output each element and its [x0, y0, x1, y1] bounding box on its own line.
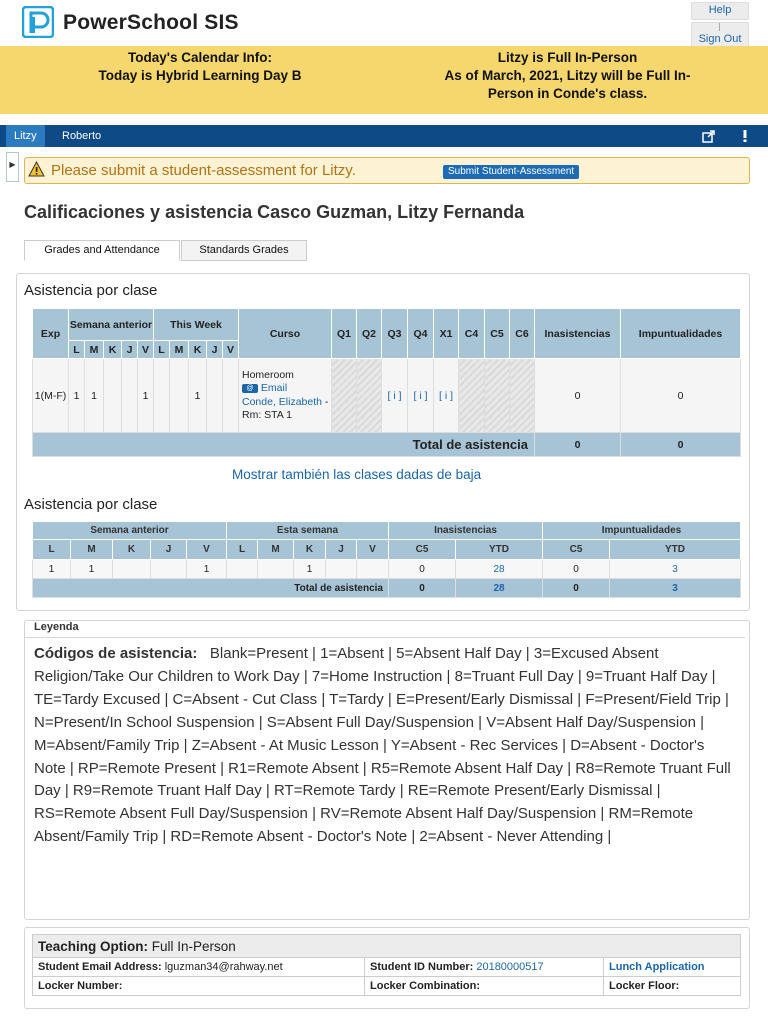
student-tab-litzy[interactable]: Litzy — [6, 125, 45, 147]
student-tab-roberto[interactable]: Roberto — [62, 130, 102, 142]
day-header: K — [294, 540, 326, 560]
day-cell: 1 — [294, 560, 326, 579]
col-c6: C6 — [510, 309, 535, 359]
student-id-row — [365, 958, 604, 977]
locker-number-label: Locker Number: — [33, 977, 365, 996]
day-header: V — [187, 540, 227, 560]
col-this-week: Esta semana — [227, 522, 389, 540]
day-header: J — [122, 341, 138, 359]
day-cell: 1 — [69, 359, 85, 433]
powerschool-logo-icon[interactable] — [22, 6, 54, 38]
day-header: L — [227, 540, 258, 560]
total-tar-c5: 0 — [543, 579, 610, 598]
col-course: Curso — [239, 309, 332, 359]
col-last-week: Semana anterior — [69, 309, 154, 341]
attendance-table — [32, 308, 741, 457]
alert-message: Please submit a student-assessment for Litzy. — [51, 162, 356, 179]
c6-cell — [510, 359, 535, 433]
absences-cell: 0 — [535, 359, 621, 433]
table-row — [33, 359, 741, 433]
day-header: J — [326, 540, 357, 560]
legend-box — [24, 620, 750, 920]
locker-combination-label: Locker Combination: — [365, 977, 604, 996]
day-header: V — [357, 540, 389, 560]
col-c5: C5 — [485, 309, 510, 359]
lunch-application-link[interactable]: Lunch Application — [604, 958, 741, 977]
day-cell — [151, 560, 187, 579]
day-cell: 1 — [187, 560, 227, 579]
course-name: Homeroom — [242, 368, 294, 381]
student-id-label: Student ID Number: — [370, 961, 474, 973]
email-value: lguzman34@rahway.net — [161, 961, 283, 973]
total-abs-ytd-link[interactable]: 28 — [456, 579, 543, 598]
day-cell: 1 — [33, 560, 71, 579]
day-cell — [154, 359, 170, 433]
tar-c5-header: C5 — [543, 540, 610, 560]
day-cell — [227, 560, 258, 579]
attendance-by-class-title-2: Asistencia por clase — [24, 496, 158, 513]
sign-out-link[interactable] — [691, 22, 749, 47]
tab-standards-grades[interactable]: Standards Grades — [181, 240, 307, 261]
q4-grade-link[interactable]: [ i ] — [408, 359, 434, 433]
col-q1: Q1 — [332, 309, 357, 359]
abs-c5-cell: 0 — [389, 560, 456, 579]
col-q4: Q4 — [408, 309, 434, 359]
status-line-2: As of March, 2021, Litzy will be Full In- — [444, 68, 691, 83]
tab-grades-attendance[interactable]: Grades and Attendance — [24, 240, 180, 261]
c5-cell — [485, 359, 510, 433]
calendar-info-day: Today is Hybrid Learning Day B — [98, 68, 302, 83]
status-line-3: Person in Conde's class. — [487, 86, 648, 101]
col-absences: Inasistencias — [535, 309, 621, 359]
expand-sidebar-arrow-icon[interactable]: ▶ — [6, 152, 19, 182]
attendance-codes — [34, 643, 734, 849]
attendance-by-class-title: Asistencia por clase — [24, 282, 158, 299]
table-row — [33, 560, 741, 579]
col-this-week: This Week — [154, 309, 239, 341]
help-link[interactable]: Help — [691, 2, 749, 20]
locker-floor-label: Locker Floor: — [604, 977, 741, 996]
teacher-link[interactable]: Conde, Elizabeth — [242, 395, 322, 408]
day-cell — [113, 560, 151, 579]
day-cell — [170, 359, 189, 433]
student-nav-bar — [0, 125, 768, 147]
col-tardies: Impuntualidades — [621, 309, 741, 359]
open-external-icon[interactable] — [702, 129, 716, 143]
day-cell: 1 — [189, 359, 207, 433]
day-cell: 1 — [71, 560, 113, 579]
brand-title: PowerSchool SIS — [63, 11, 239, 34]
abs-ytd-header: YTD — [456, 540, 543, 560]
student-id-value: 20180000517 — [473, 961, 544, 973]
x1-grade-link[interactable]: [ i ] — [434, 359, 459, 433]
day-header: L — [69, 341, 85, 359]
email-icon: @ — [242, 384, 258, 393]
col-exp: Exp — [33, 309, 69, 359]
day-cell: 1 — [138, 359, 154, 433]
col-q3: Q3 — [382, 309, 408, 359]
tar-ytd-link[interactable]: 3 — [610, 560, 741, 579]
total-abs-c5: 0 — [389, 579, 456, 598]
email-label: Email — [260, 382, 288, 394]
day-cell — [258, 560, 294, 579]
c4-cell — [459, 359, 485, 433]
total-label: Total de asistencia — [33, 433, 535, 457]
sign-out-label: Sign Out — [698, 33, 742, 45]
calendar-banner — [0, 46, 768, 114]
app-header — [0, 0, 768, 46]
calendar-info — [40, 49, 360, 85]
email-label: Student Email Address: — [38, 961, 162, 973]
status-line-1: Litzy is Full In-Person — [497, 50, 638, 65]
calendar-info-title: Today's Calendar Info: — [128, 50, 272, 65]
col-c4: C4 — [459, 309, 485, 359]
attendance-summary-table — [32, 521, 741, 598]
day-cell — [104, 359, 122, 433]
day-header: K — [113, 540, 151, 560]
student-status-info — [405, 49, 730, 103]
day-header: V — [138, 341, 154, 359]
divider — [25, 637, 745, 638]
day-header: K — [189, 341, 207, 359]
exp-cell: 1(M-F) — [33, 359, 69, 433]
teaching-option-label: Teaching Option: — [38, 938, 148, 954]
day-header: J — [207, 341, 223, 359]
course-cell — [239, 359, 332, 433]
page-title: Calificaciones y asistencia Casco Guzman, Litzy Fernanda — [24, 202, 525, 222]
col-absences: Inasistencias — [389, 522, 543, 540]
q3-grade-link[interactable]: [ i ] — [382, 359, 408, 433]
tar-c5-cell: 0 — [543, 560, 610, 579]
col-x1: X1 — [434, 309, 459, 359]
day-cell — [223, 359, 239, 433]
day-header: K — [104, 341, 122, 359]
total-row — [33, 579, 741, 598]
student-info-table — [32, 934, 741, 996]
attendance-codes-text: Blank=Present | 1=Absent | 5=Absent Half Day | 3=Excused Absent Religion/Take Our Children to Work Day | 7=Home Instruction | 8=Truant Full Day | 9=Truant Half Day | TE=Tardy Excused | C=Absent - Cut Class | T=Tardy | E=Present/Early Dismissal | F=Present/Field Trip | N=Present/In School Suspension | S=Absent Full Day/Suspension | V=Absent Half Day/Suspension | M=Absent/Family Trip | Z=Absent - At Music Lesson | Y=Absent - Rec Services | D=Absent - Doctor's Note | RP=Remote Present | R1=Remote Absent | R5=Remote Absent Half Day | R8=Remote Truant Full Day | R9=Remote Truant Half Day | RT=Remote Tardy | RE=Remote Present/Early Dismissal | RS=Remote Absent Full Day/Suspension | RV=Remote Absent Half Day/Suspension | RM=Remote Absent/Family Trip | RD=Remote Absent - Doctor's Note | 2=Absent - Never Attending | — [34, 645, 731, 846]
day-header: M — [258, 540, 294, 560]
attendance-codes-label: Códigos de asistencia: — [34, 645, 198, 662]
tardies-cell: 0 — [621, 359, 741, 433]
submit-assessment-button[interactable]: Submit Student-Assessment — [443, 165, 579, 179]
day-cell: 1 — [85, 359, 104, 433]
day-header: M — [85, 341, 104, 359]
day-cell — [326, 560, 357, 579]
warning-icon — [28, 161, 45, 178]
day-cell — [207, 359, 223, 433]
total-label: Total de asistencia — [33, 579, 389, 598]
teaching-option-row — [33, 935, 741, 958]
alert-icon[interactable] — [738, 129, 752, 143]
assessment-alert — [24, 157, 750, 184]
total-tardies: 0 — [621, 433, 741, 457]
email-teacher-link[interactable] — [242, 382, 329, 396]
legend-title: Leyenda — [34, 621, 79, 633]
day-header: M — [71, 540, 113, 560]
day-cell — [122, 359, 138, 433]
q1-cell — [332, 359, 357, 433]
day-header: M — [170, 341, 189, 359]
email-row — [33, 958, 365, 977]
col-q2: Q2 — [357, 309, 382, 359]
abs-ytd-link[interactable]: 28 — [456, 560, 543, 579]
teaching-option-value: Full In-Person — [148, 938, 236, 954]
q2-cell — [357, 359, 382, 433]
day-header: L — [154, 341, 170, 359]
divider — [719, 23, 720, 31]
show-dropped-classes-link[interactable]: Mostrar también las clases dadas de baja — [232, 467, 482, 482]
total-tar-ytd-link[interactable]: 3 — [610, 579, 741, 598]
col-last-week: Semana anterior — [33, 522, 227, 540]
day-header: J — [151, 540, 187, 560]
day-header: L — [33, 540, 71, 560]
day-header: V — [223, 341, 239, 359]
tar-ytd-header: YTD — [610, 540, 741, 560]
col-tardies: Impuntualidades — [543, 522, 741, 540]
room: - Rm: STA 1 — [242, 395, 329, 421]
abs-c5-header: C5 — [389, 540, 456, 560]
total-absences: 0 — [535, 433, 621, 457]
day-cell — [357, 560, 389, 579]
total-row — [33, 433, 741, 457]
